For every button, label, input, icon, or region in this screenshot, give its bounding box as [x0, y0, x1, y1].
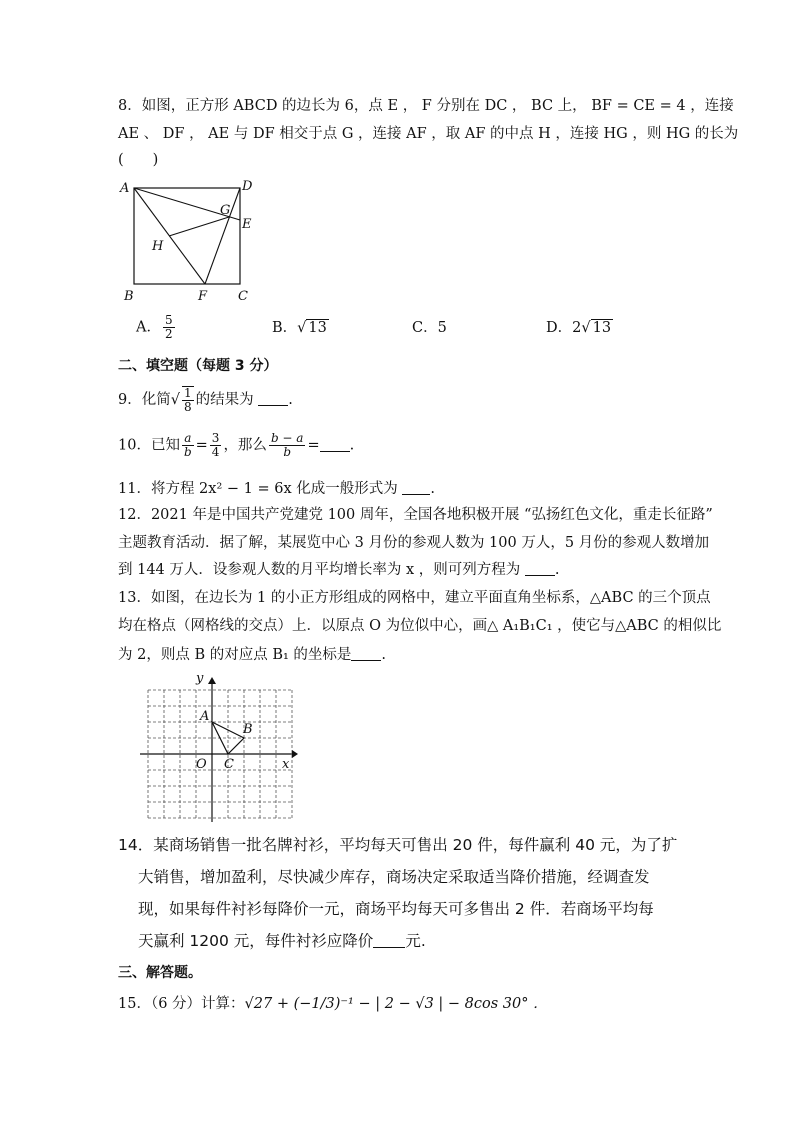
label-x: x [282, 757, 290, 772]
q8-option-c: C．5 [412, 320, 447, 336]
q13-line3: 为 2，则点 B 的对应点 B₁ 的坐标是 . [118, 647, 387, 663]
q13-grid-figure [140, 672, 300, 822]
q14-line2: 大销售，增加盈利，尽快减少库存，商场决定采取适当降价措施，经调查发 [138, 868, 650, 886]
label-a: A [200, 709, 210, 724]
label-b: B [243, 722, 253, 737]
section2-heading: 二、填空题（每题 3 分） [118, 358, 278, 374]
q8-option-a: A． $\frac{5}{2}$ [136, 313, 173, 341]
q11: 11．将方程 2x² − 1 = 6x 化成一般形式为 . [118, 481, 435, 497]
q8-square-figure [116, 176, 266, 304]
segment-hg [169, 217, 229, 236]
q14-line4: 天赢利 1200 元，每件衬衫应降价 元. [138, 932, 426, 950]
label-b: B [124, 289, 134, 304]
q12-line2: 主题教育活动．据了解，某展览中心 3 月份的参观人数为 100 万人，5 月份的参观人数增加 [118, 535, 710, 551]
q13-line2: 均在格点（网格线的交点）上．以原点 O 为位似中心，画△ A₁B₁C₁ ，使它与△ABC 的相似比 [118, 618, 722, 634]
q10: 10．已知 $\frac{a}{b}$ = $\frac{3}{4}$ ，那么 $\frac{b - a}{b}$ = . [118, 431, 355, 459]
q9: 9．化简√ $\frac{1}{8}$ 的结果为 . [118, 386, 293, 414]
label-d: D [242, 179, 253, 194]
q8-option-b: B．√ 13 [272, 320, 327, 336]
q8-line3: ( ) [118, 152, 159, 168]
q14-line3: 现，如果每件衬衫每降价一元，商场平均每天可多售出 2 件．若商场平均每 [138, 900, 654, 918]
label-c: C [224, 757, 234, 772]
label-a: A [120, 181, 130, 196]
q8-line1: 8．如图，正方形 ABCD 的边长为 6，点 E ， F 分别在 DC ， BC 上， BF = CE = 4 ，连接 [118, 98, 734, 114]
q12-line1: 12．2021 年是中国共产党建党 100 周年，全国各地积极开展 “弘扬红色文化，重走长征路” [118, 507, 713, 523]
label-y: y [196, 672, 204, 686]
q15: 15．（6 分）计算：√27 + (−1/3)⁻¹ − | 2 − √3 | − 8cos 30° ． [118, 996, 548, 1012]
section3-heading: 三、解答题。 [118, 965, 202, 981]
label-o: O [196, 757, 207, 772]
x-axis-arrow [292, 750, 298, 758]
y-axis-arrow [208, 677, 216, 684]
q12-line3: 到 144 万人．设参观人数的月平均增长率为 x ，则可列方程为 . [118, 562, 560, 578]
label-c: C [238, 289, 248, 304]
label-g: G [220, 203, 231, 218]
q8-line2: AE 、 DF ， AE 与 DF 相交于点 G ，连接 AF ，取 AF 的中点 H ，连接 HG ，则 HG 的长为 [118, 126, 739, 142]
q8-option-d: D．2√ 13 [546, 320, 612, 336]
label-f: F [198, 289, 208, 304]
q14-line1: 14．某商场销售一批名牌衬衫，平均每天可售出 20 件，每件赢利 40 元，为了扩 [118, 836, 678, 854]
q13-line1: 13．如图，在边长为 1 的小正方形组成的网格中，建立平面直角坐标系，△ABC 的三个顶点 [118, 590, 711, 606]
label-e: E [242, 217, 252, 232]
label-h: H [152, 239, 164, 254]
